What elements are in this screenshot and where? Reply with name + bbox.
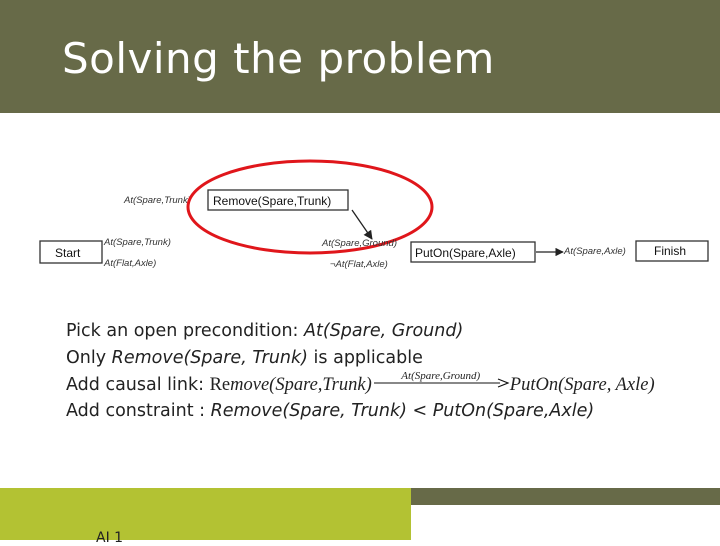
causal-link-formula [210, 375, 372, 395]
finish-precondition: At(Spare,Axle) [564, 246, 626, 257]
line2-value: Remove(Spare, Trunk) [111, 347, 308, 368]
body-line-2 [66, 345, 655, 372]
finish-step-label: Finish [654, 244, 687, 258]
line1-prefix: Pick an open precondition: [66, 321, 305, 341]
puton-precondition-2: ¬At(Flat,Axle) [330, 259, 388, 270]
body-text [66, 318, 655, 424]
formula-right: PutOn(Spare, Axle) [509, 375, 655, 395]
body-line-3 [66, 371, 655, 398]
body-line-4 [66, 398, 655, 425]
plan-diagram [0, 150, 720, 280]
line3-prefix: Add causal link: [66, 375, 210, 395]
formula-arrow-label: At(Spare,Ground) [401, 370, 481, 382]
remove-action-label: Remove(Spare,Trunk) [213, 194, 332, 208]
footer-gray-bar [411, 488, 720, 505]
body-line-1 [66, 318, 655, 345]
line2-suffix: is applicable [307, 347, 423, 368]
slide-header [0, 0, 720, 113]
puton-action-label: PutOn(Spare,Axle) [415, 246, 516, 260]
line4-value: Remove(Spare, Trunk) < PutOn(Spare,Axle) [210, 400, 595, 421]
remove-precondition-label: At(Spare,Trunk) [124, 195, 191, 206]
formula-arrow [372, 371, 510, 393]
start-effect-1: At(Spare,Trunk) [104, 237, 171, 248]
line4-prefix: Add constraint : [66, 400, 211, 421]
footer-text: AI 1 [96, 530, 124, 546]
formula-left-upright: Re [209, 375, 231, 395]
puton-precondition-1: At(Spare,Ground) [322, 238, 397, 249]
line1-value: At(Spare, Ground) [304, 321, 464, 341]
slide-title: Solving the problem [62, 34, 495, 83]
formula-left-italic: move(Spare,Trunk) [230, 375, 372, 395]
causal-link-arrow [352, 210, 372, 239]
line2-prefix: Only [66, 347, 112, 368]
start-step-label: Start [55, 246, 81, 260]
start-effect-2: At(Flat,Axle) [104, 258, 157, 269]
footer-green-bar [0, 488, 411, 540]
